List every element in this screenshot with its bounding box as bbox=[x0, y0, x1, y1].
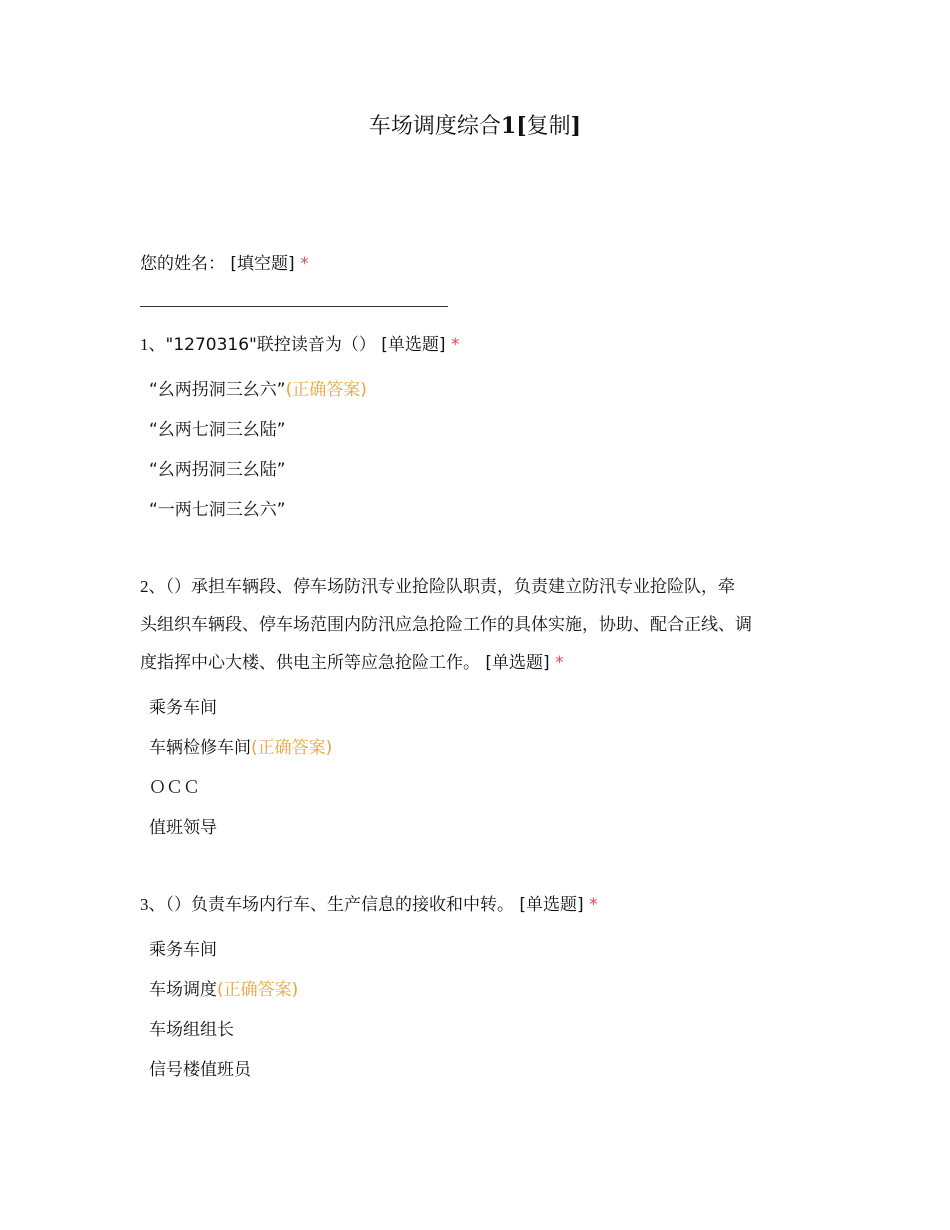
question-text: （）负责车场内行车、生产信息的接收和中转。 bbox=[165, 895, 514, 915]
option-label: 信号楼值班员 bbox=[149, 1060, 251, 1080]
option-label: ＯＣＣ bbox=[149, 778, 200, 798]
name-input-line[interactable] bbox=[140, 306, 448, 307]
option-label: 乘务车间 bbox=[149, 698, 217, 718]
question-number: 2、 bbox=[140, 577, 166, 596]
question-text-line-3 bbox=[140, 644, 820, 682]
q3-option-3[interactable] bbox=[149, 1018, 234, 1042]
question-type-tag: [单选题] bbox=[381, 335, 446, 355]
option-label: 车场调度 bbox=[149, 980, 217, 1000]
question-type-tag: [单选题] bbox=[519, 895, 584, 915]
name-label: 您的姓名： bbox=[140, 254, 225, 274]
question-type-tag: [填空题] bbox=[230, 254, 295, 274]
option-label: “幺两拐洞三幺陆” bbox=[149, 460, 286, 480]
q3-option-2[interactable] bbox=[149, 978, 298, 1002]
option-label: 乘务车间 bbox=[149, 940, 217, 960]
question-number: 3、 bbox=[140, 895, 166, 914]
survey-title-bracket: ] bbox=[570, 113, 582, 139]
survey-title bbox=[0, 111, 950, 142]
correct-answer-label: (正确答案) bbox=[217, 980, 299, 1000]
q2-option-2[interactable] bbox=[149, 736, 332, 760]
option-label: “幺两七洞三幺陆” bbox=[149, 420, 286, 440]
q3-option-1[interactable] bbox=[149, 938, 217, 962]
q2-option-1[interactable] bbox=[149, 696, 217, 720]
required-mark: * bbox=[589, 895, 598, 915]
q1-option-1[interactable] bbox=[149, 378, 367, 402]
question-text: 度指挥中心大楼、供电主所等应急抢险工作。 bbox=[140, 653, 480, 673]
option-label: 值班领导 bbox=[149, 818, 217, 838]
option-label: 车场组组长 bbox=[149, 1020, 234, 1040]
required-mark: * bbox=[300, 254, 309, 274]
question-text: （）承担车辆段、停车场防汛专业抢险队职责，负责建立防汛专业抢险队，牵 bbox=[165, 577, 735, 597]
question-type-tag: [单选题] bbox=[485, 653, 550, 673]
survey-title-text: 车场调度综合 bbox=[368, 114, 501, 139]
survey-title-copy: 复制 bbox=[526, 114, 571, 139]
name-question bbox=[140, 245, 820, 283]
question-text-line-1 bbox=[140, 568, 820, 606]
option-label: “一两七洞三幺六” bbox=[149, 500, 286, 520]
q2-option-4[interactable] bbox=[149, 816, 217, 840]
q1-option-3[interactable] bbox=[149, 458, 286, 482]
question-1 bbox=[140, 326, 820, 364]
question-number: 1、 bbox=[140, 335, 166, 354]
q1-option-4[interactable] bbox=[149, 498, 286, 522]
q1-option-2[interactable] bbox=[149, 418, 286, 442]
correct-answer-label: (正确答案) bbox=[251, 738, 333, 758]
q2-option-3[interactable] bbox=[149, 776, 200, 800]
required-mark: * bbox=[450, 335, 460, 355]
required-mark: * bbox=[555, 653, 564, 673]
question-text-line-2: 头组织车辆段、停车场范围内防汛应急抢险工作的具体实施，协助、配合正线、调 bbox=[140, 615, 752, 635]
question-2 bbox=[140, 568, 820, 682]
question-text: "1270316"联控读音为（） bbox=[165, 335, 376, 355]
q3-option-4[interactable] bbox=[149, 1058, 251, 1082]
survey-title-number: 1[ bbox=[500, 113, 527, 139]
option-label: “幺两拐洞三幺六” bbox=[149, 380, 286, 400]
option-label: 车辆检修车间 bbox=[149, 738, 251, 758]
correct-answer-label: (正确答案) bbox=[285, 380, 367, 400]
question-3 bbox=[140, 886, 820, 924]
